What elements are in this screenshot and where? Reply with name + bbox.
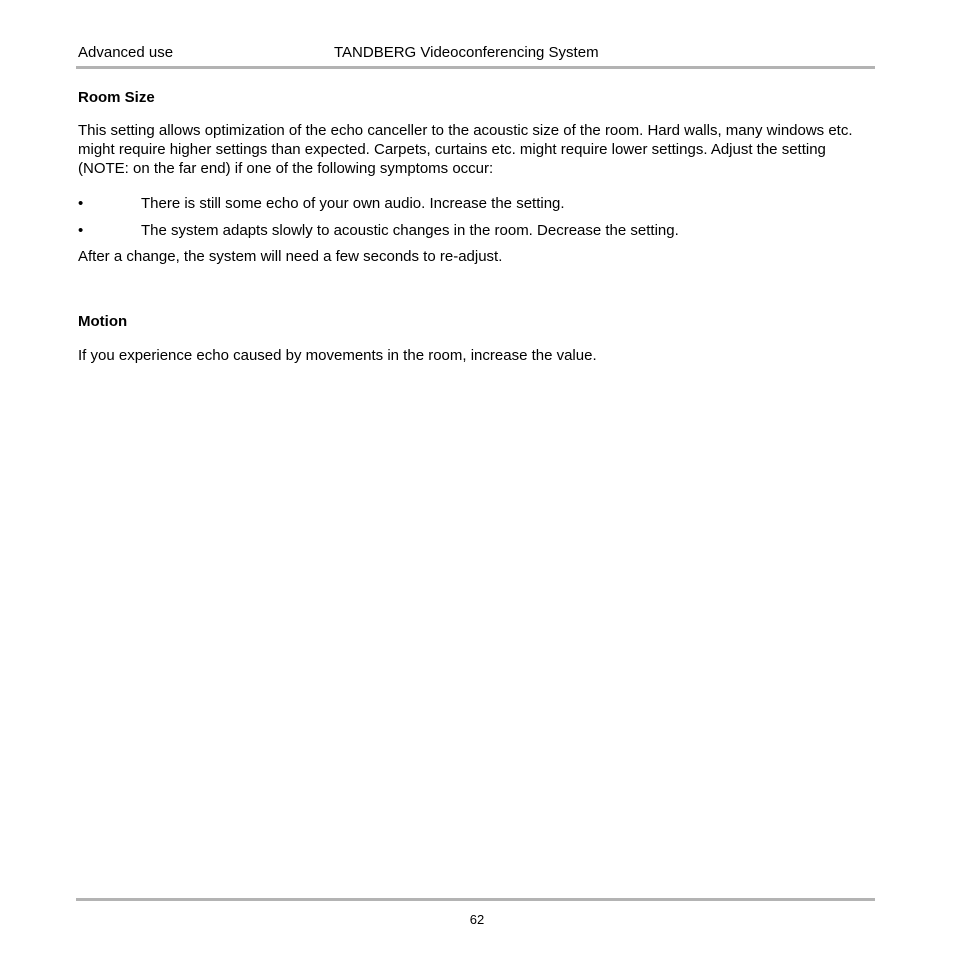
bullet-text: There is still some echo of your own audio. Increase the setting. — [141, 195, 565, 212]
page-number: 62 — [469, 912, 485, 927]
footer-divider — [76, 898, 875, 901]
bullet-marker: • — [78, 222, 84, 239]
room-size-after-paragraph: After a change, the system will need a few seconds to re-adjust. — [78, 248, 503, 265]
header-document-title: TANDBERG Videoconferencing System — [334, 44, 599, 61]
room-size-heading: Room Size — [78, 89, 155, 106]
bullet-text: The system adapts slowly to acoustic changes in the room. Decrease the setting. — [141, 222, 679, 239]
motion-paragraph: If you experience echo caused by movements in the room, increase the value. — [78, 347, 597, 364]
room-size-intro-paragraph: This setting allows optimization of the echo canceller to the acoustic size of the room. Hard walls, many windows etc. might require higher settings than expected. Carpets, curtains etc. might require lower settings. Adjust the setting (NOTE: on the far end) if one of the following symptoms occur: — [78, 122, 853, 177]
header-divider — [76, 66, 875, 69]
header-section-label: Advanced use — [78, 44, 174, 61]
bullet-marker: • — [78, 195, 84, 212]
motion-heading: Motion — [78, 313, 128, 330]
